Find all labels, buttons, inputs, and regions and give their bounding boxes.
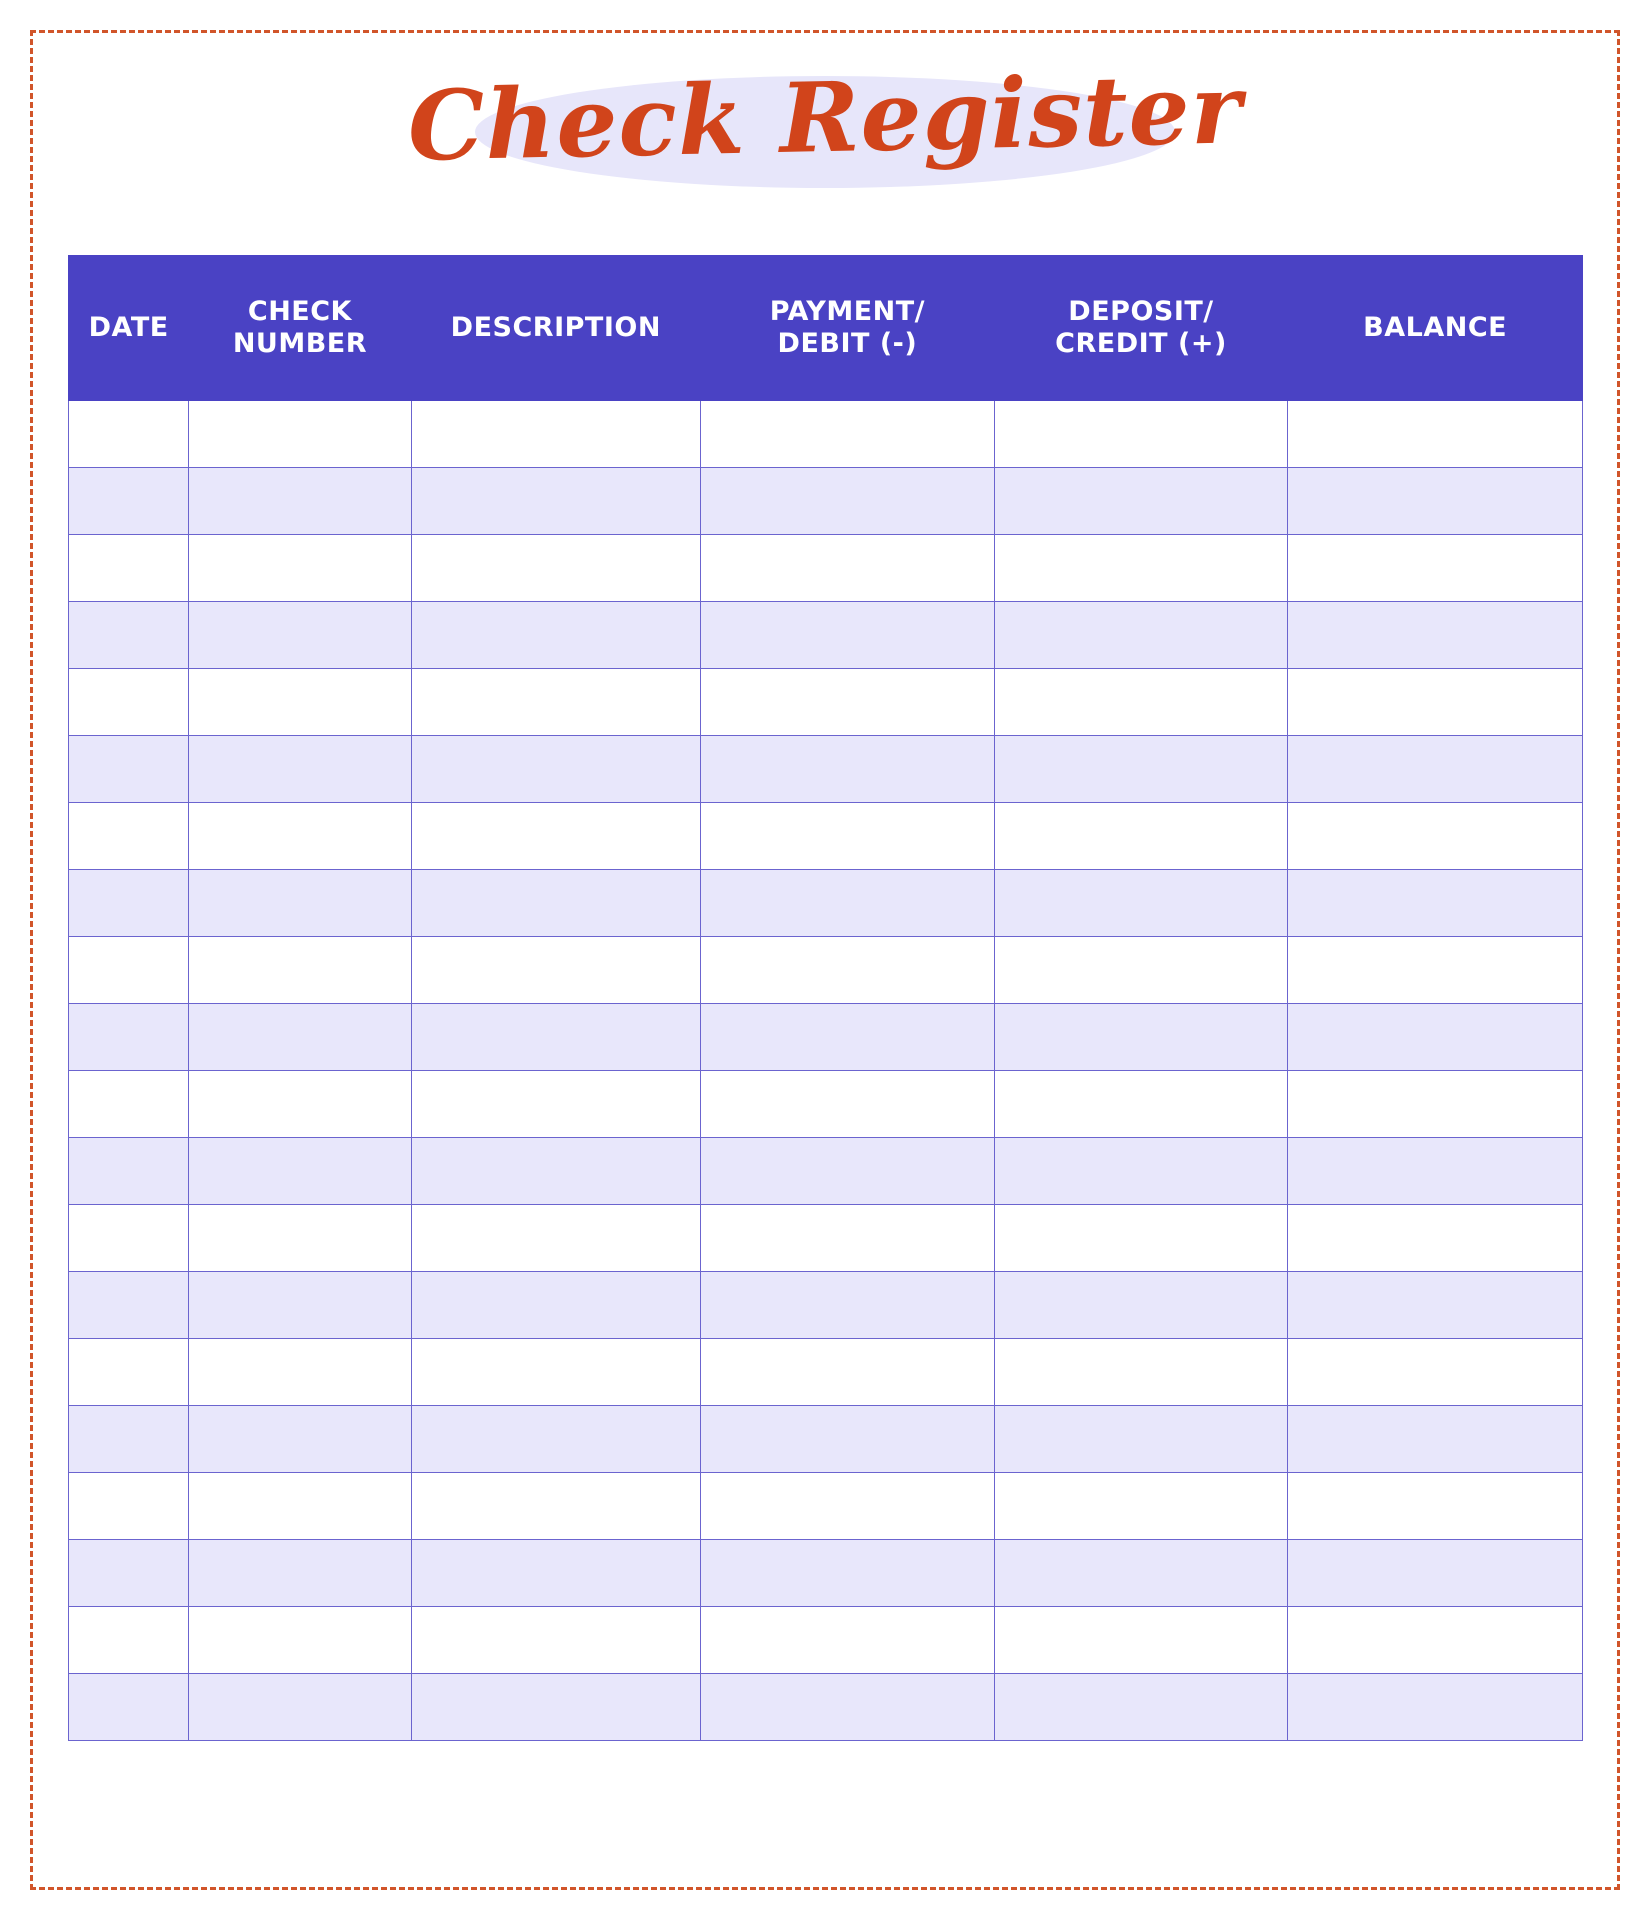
page-title: Check Register <box>406 52 1244 183</box>
table-header <box>69 256 1583 401</box>
cell-payment_debit[interactable] <box>701 937 995 1004</box>
cell-description[interactable] <box>411 1674 701 1741</box>
table-row <box>69 602 1583 669</box>
column-header-check-number <box>189 256 411 401</box>
cell-check_number[interactable] <box>189 669 411 736</box>
cell-balance[interactable] <box>1288 535 1583 602</box>
cell-deposit_credit[interactable] <box>994 1138 1288 1205</box>
cell-date[interactable] <box>69 468 189 535</box>
column-header-balance <box>1288 256 1583 401</box>
cell-deposit_credit[interactable] <box>994 1674 1288 1741</box>
column-header-description <box>411 256 701 401</box>
table-row <box>69 870 1583 937</box>
cell-payment_debit[interactable] <box>701 468 995 535</box>
cell-balance[interactable] <box>1288 1138 1583 1205</box>
cell-deposit_credit[interactable] <box>994 1205 1288 1272</box>
cell-check_number[interactable] <box>189 1406 411 1473</box>
cell-balance[interactable] <box>1288 1607 1583 1674</box>
cell-check_number[interactable] <box>189 1473 411 1540</box>
cell-date[interactable] <box>69 870 189 937</box>
cell-payment_debit[interactable] <box>701 602 995 669</box>
cell-balance[interactable] <box>1288 937 1583 1004</box>
page-title-area <box>0 52 1650 202</box>
cell-balance[interactable] <box>1288 1540 1583 1607</box>
cell-check_number[interactable] <box>189 1674 411 1741</box>
column-header-deposit-credit <box>994 256 1288 401</box>
cell-deposit_credit[interactable] <box>994 1272 1288 1339</box>
cell-date[interactable] <box>69 1473 189 1540</box>
cell-check_number[interactable] <box>189 1071 411 1138</box>
table-body <box>69 401 1583 1741</box>
table-row <box>69 669 1583 736</box>
cell-balance[interactable] <box>1288 1473 1583 1540</box>
cell-payment_debit[interactable] <box>701 1138 995 1205</box>
cell-balance[interactable] <box>1288 602 1583 669</box>
table-row <box>69 1473 1583 1540</box>
cell-description[interactable] <box>411 736 701 803</box>
cell-payment_debit[interactable] <box>701 1272 995 1339</box>
table-row <box>69 468 1583 535</box>
column-header-payment-debit-line-2: DEBIT (-) <box>777 328 918 359</box>
cell-check_number[interactable] <box>189 1540 411 1607</box>
cell-check_number[interactable] <box>189 602 411 669</box>
table-row <box>69 401 1583 468</box>
cell-payment_debit[interactable] <box>701 1473 995 1540</box>
column-header-date <box>69 256 189 401</box>
cell-deposit_credit[interactable] <box>994 602 1288 669</box>
cell-check_number[interactable] <box>189 535 411 602</box>
cell-balance[interactable] <box>1288 803 1583 870</box>
table-header-row <box>69 256 1583 401</box>
column-header-payment-debit-line-1: PAYMENT/ <box>769 296 926 328</box>
cell-date[interactable] <box>69 1540 189 1607</box>
cell-date[interactable] <box>69 1272 189 1339</box>
column-header-deposit-credit-line-2: CREDIT (+) <box>1055 328 1227 359</box>
table-row <box>69 1674 1583 1741</box>
cell-balance[interactable] <box>1288 1339 1583 1406</box>
table-row <box>69 1607 1583 1674</box>
table-row <box>69 1071 1583 1138</box>
cell-payment_debit[interactable] <box>701 1205 995 1272</box>
cell-description[interactable] <box>411 1607 701 1674</box>
cell-check_number[interactable] <box>189 1138 411 1205</box>
cell-date[interactable] <box>69 1674 189 1741</box>
cell-deposit_credit[interactable] <box>994 1004 1288 1071</box>
cell-date[interactable] <box>69 937 189 1004</box>
cell-balance[interactable] <box>1288 1272 1583 1339</box>
cell-date[interactable] <box>69 1406 189 1473</box>
cell-description[interactable] <box>411 1138 701 1205</box>
cell-date[interactable] <box>69 803 189 870</box>
cell-payment_debit[interactable] <box>701 803 995 870</box>
table-row <box>69 937 1583 1004</box>
cell-payment_debit[interactable] <box>701 669 995 736</box>
cell-balance[interactable] <box>1288 870 1583 937</box>
cell-deposit_credit[interactable] <box>994 1339 1288 1406</box>
table-row <box>69 535 1583 602</box>
cell-deposit_credit[interactable] <box>994 736 1288 803</box>
cell-balance[interactable] <box>1288 1406 1583 1473</box>
cell-balance[interactable] <box>1288 401 1583 468</box>
cell-balance[interactable] <box>1288 1004 1583 1071</box>
cell-check_number[interactable] <box>189 1205 411 1272</box>
cell-date[interactable] <box>69 535 189 602</box>
cell-deposit_credit[interactable] <box>994 535 1288 602</box>
column-header-payment-debit <box>701 256 995 401</box>
cell-date[interactable] <box>69 736 189 803</box>
cell-balance[interactable] <box>1288 468 1583 535</box>
table-row <box>69 1004 1583 1071</box>
cell-description[interactable] <box>411 401 701 468</box>
cell-balance[interactable] <box>1288 1071 1583 1138</box>
cell-description[interactable] <box>411 1205 701 1272</box>
cell-description[interactable] <box>411 803 701 870</box>
cell-payment_debit[interactable] <box>701 1540 995 1607</box>
cell-deposit_credit[interactable] <box>994 937 1288 1004</box>
cell-description[interactable] <box>411 1339 701 1406</box>
cell-date[interactable] <box>69 1205 189 1272</box>
cell-description[interactable] <box>411 1272 701 1339</box>
cell-payment_debit[interactable] <box>701 1339 995 1406</box>
cell-deposit_credit[interactable] <box>994 1540 1288 1607</box>
cell-payment_debit[interactable] <box>701 1607 995 1674</box>
cell-payment_debit[interactable] <box>701 1004 995 1071</box>
cell-deposit_credit[interactable] <box>994 1406 1288 1473</box>
cell-date[interactable] <box>69 669 189 736</box>
cell-check_number[interactable] <box>189 937 411 1004</box>
cell-check_number[interactable] <box>189 1272 411 1339</box>
cell-balance[interactable] <box>1288 736 1583 803</box>
cell-description[interactable] <box>411 1540 701 1607</box>
cell-deposit_credit[interactable] <box>994 870 1288 937</box>
table-row <box>69 1339 1583 1406</box>
cell-deposit_credit[interactable] <box>994 468 1288 535</box>
cell-check_number[interactable] <box>189 1607 411 1674</box>
cell-balance[interactable] <box>1288 1674 1583 1741</box>
column-header-deposit-credit-line-1: DEPOSIT/ <box>1068 296 1214 328</box>
register-table-wrapper <box>68 255 1583 1741</box>
cell-check_number[interactable] <box>189 736 411 803</box>
column-header-date-line-1: DATE <box>88 312 169 344</box>
cell-description[interactable] <box>411 602 701 669</box>
cell-date[interactable] <box>69 1339 189 1406</box>
cell-check_number[interactable] <box>189 803 411 870</box>
check-register-table <box>68 255 1583 1741</box>
cell-description[interactable] <box>411 1071 701 1138</box>
table-row <box>69 736 1583 803</box>
cell-description[interactable] <box>411 1473 701 1540</box>
cell-date[interactable] <box>69 1004 189 1071</box>
cell-description[interactable] <box>411 937 701 1004</box>
cell-description[interactable] <box>411 468 701 535</box>
cell-deposit_credit[interactable] <box>994 1071 1288 1138</box>
cell-deposit_credit[interactable] <box>994 1607 1288 1674</box>
cell-date[interactable] <box>69 401 189 468</box>
cell-check_number[interactable] <box>189 870 411 937</box>
table-row <box>69 1205 1583 1272</box>
cell-date[interactable] <box>69 1071 189 1138</box>
cell-balance[interactable] <box>1288 669 1583 736</box>
cell-check_number[interactable] <box>189 1004 411 1071</box>
cell-description[interactable] <box>411 1406 701 1473</box>
table-row <box>69 803 1583 870</box>
cell-payment_debit[interactable] <box>701 401 995 468</box>
column-header-balance-line-1: BALANCE <box>1363 312 1508 344</box>
cell-payment_debit[interactable] <box>701 736 995 803</box>
cell-deposit_credit[interactable] <box>994 1473 1288 1540</box>
cell-date[interactable] <box>69 1607 189 1674</box>
cell-description[interactable] <box>411 1004 701 1071</box>
cell-payment_debit[interactable] <box>701 1406 995 1473</box>
cell-date[interactable] <box>69 602 189 669</box>
table-row <box>69 1138 1583 1205</box>
table-row <box>69 1406 1583 1473</box>
cell-date[interactable] <box>69 1138 189 1205</box>
table-row <box>69 1272 1583 1339</box>
cell-balance[interactable] <box>1288 1205 1583 1272</box>
cell-deposit_credit[interactable] <box>994 669 1288 736</box>
cell-deposit_credit[interactable] <box>994 803 1288 870</box>
column-header-check-number-line-2: NUMBER <box>232 328 368 359</box>
cell-payment_debit[interactable] <box>701 535 995 602</box>
cell-payment_debit[interactable] <box>701 1674 995 1741</box>
table-row <box>69 1540 1583 1607</box>
cell-deposit_credit[interactable] <box>994 401 1288 468</box>
cell-payment_debit[interactable] <box>701 870 995 937</box>
cell-description[interactable] <box>411 870 701 937</box>
cell-check_number[interactable] <box>189 401 411 468</box>
cell-check_number[interactable] <box>189 1339 411 1406</box>
column-header-check-number-line-1: CHECK <box>247 296 352 328</box>
cell-description[interactable] <box>411 669 701 736</box>
cell-check_number[interactable] <box>189 468 411 535</box>
cell-payment_debit[interactable] <box>701 1071 995 1138</box>
cell-description[interactable] <box>411 535 701 602</box>
column-header-description-line-1: DESCRIPTION <box>450 312 661 344</box>
